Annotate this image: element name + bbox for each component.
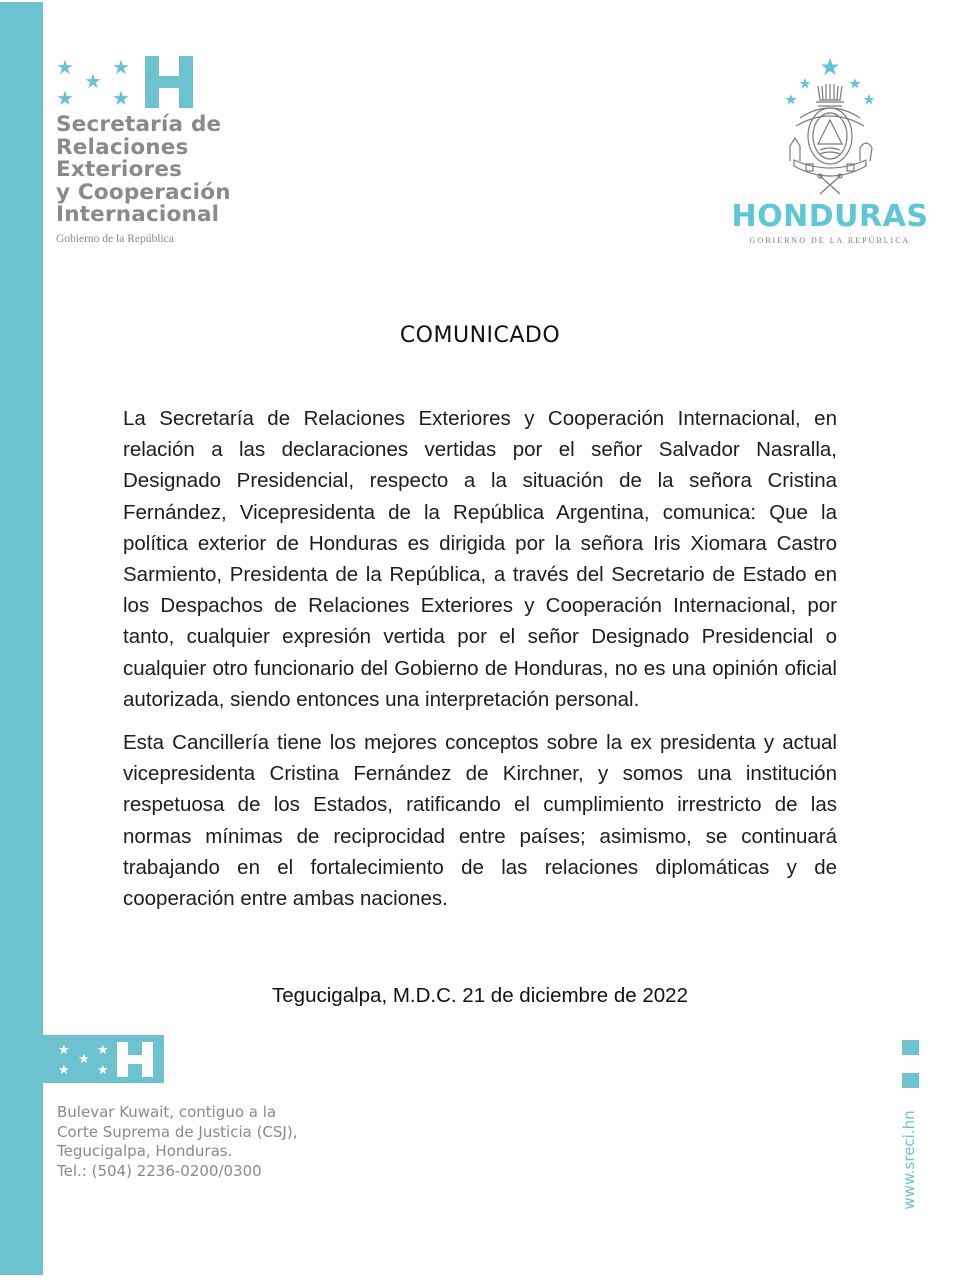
decorative-square <box>902 1073 919 1088</box>
paragraph-1: La Secretaría de Relaciones Exteriores y Cooperación Internacional, en relación a las declaraciones vertidas por el señor Salvador Nasralla, Designado Presidencial, respecto a la situación de la señora Cristina Fernández, Vicepresidenta de la República Argentina, comunica: Que la política exterior de Honduras es dirigida por la señora Iris Xiomara Castro Sarmiento, Presidenta de la República, a través del Secretario de Estado en los Despachos de Relaciones Exteriores y Cooperación Internacional, por tanto, cualquier expresión vertida por el señor Designado Presidencial o cualquier otro funcionario del Gobierno de Honduras, no es una opinión oficial autorizada, siendo entonces una interpretación personal. <box>123 407 837 711</box>
footer-address: Bulevar Kuwait, contiguo a la Corte Suprema de Justicia (CSJ), Tegucigalpa, Honduras. Tel.: (504) 2236-0200/0300 <box>57 1103 298 1180</box>
star-icon: ★ <box>97 1042 109 1057</box>
h-letter-icon <box>145 56 193 108</box>
website-link[interactable]: www.sreci.hn <box>900 1110 918 1210</box>
left-accent-band <box>0 2 43 1275</box>
star-icon: ★ <box>112 57 130 79</box>
star-icon: ★ <box>58 1042 70 1057</box>
ministry-name: Secretaría de Relaciones Exteriores y Cooperación Internacional <box>56 112 231 228</box>
star-icon: ★ <box>97 1062 109 1077</box>
sreci-logo <box>56 56 256 245</box>
ministry-subtitle: Gobierno de la República <box>56 232 174 245</box>
star-icon: ★ <box>78 1051 90 1066</box>
place-and-date: Tegucigalpa, M.D.C. 21 de diciembre de 2022 <box>272 984 688 1007</box>
stars-and-h-icon <box>56 56 256 110</box>
star-icon: ★ <box>58 1062 70 1077</box>
paragraph-2: Esta Cancillería tiene los mejores conceptos sobre la ex presidenta y actual vicepresidenta Cristina Fernández de Kirchner, y somos una institución respetuosa de los Estados, ratificando el cumplimiento irrestricto de las normas mínimas de reciprocidad entre países; asimismo, se continuará trabajando en el fortalecimiento de las relaciones diplomáticas y de cooperación entre ambas naciones. <box>123 731 837 911</box>
decorative-square <box>902 1040 919 1055</box>
star-icon: ★ <box>56 88 74 110</box>
honduras-wordmark: HONDURAS <box>731 199 929 234</box>
coat-of-arms-icon <box>780 56 880 196</box>
government-subtitle: GOBIERNO DE LA REPÚBLICA <box>749 236 911 245</box>
document-title: COMUNICADO <box>399 322 561 348</box>
honduras-logo <box>730 56 930 245</box>
footer-stars-and-h-icon <box>43 1035 164 1083</box>
star-icon: ★ <box>56 57 74 79</box>
document-body <box>123 403 837 926</box>
h-letter-icon <box>117 1042 153 1077</box>
star-icon: ★ <box>84 71 102 93</box>
star-icon: ★ <box>112 88 130 110</box>
